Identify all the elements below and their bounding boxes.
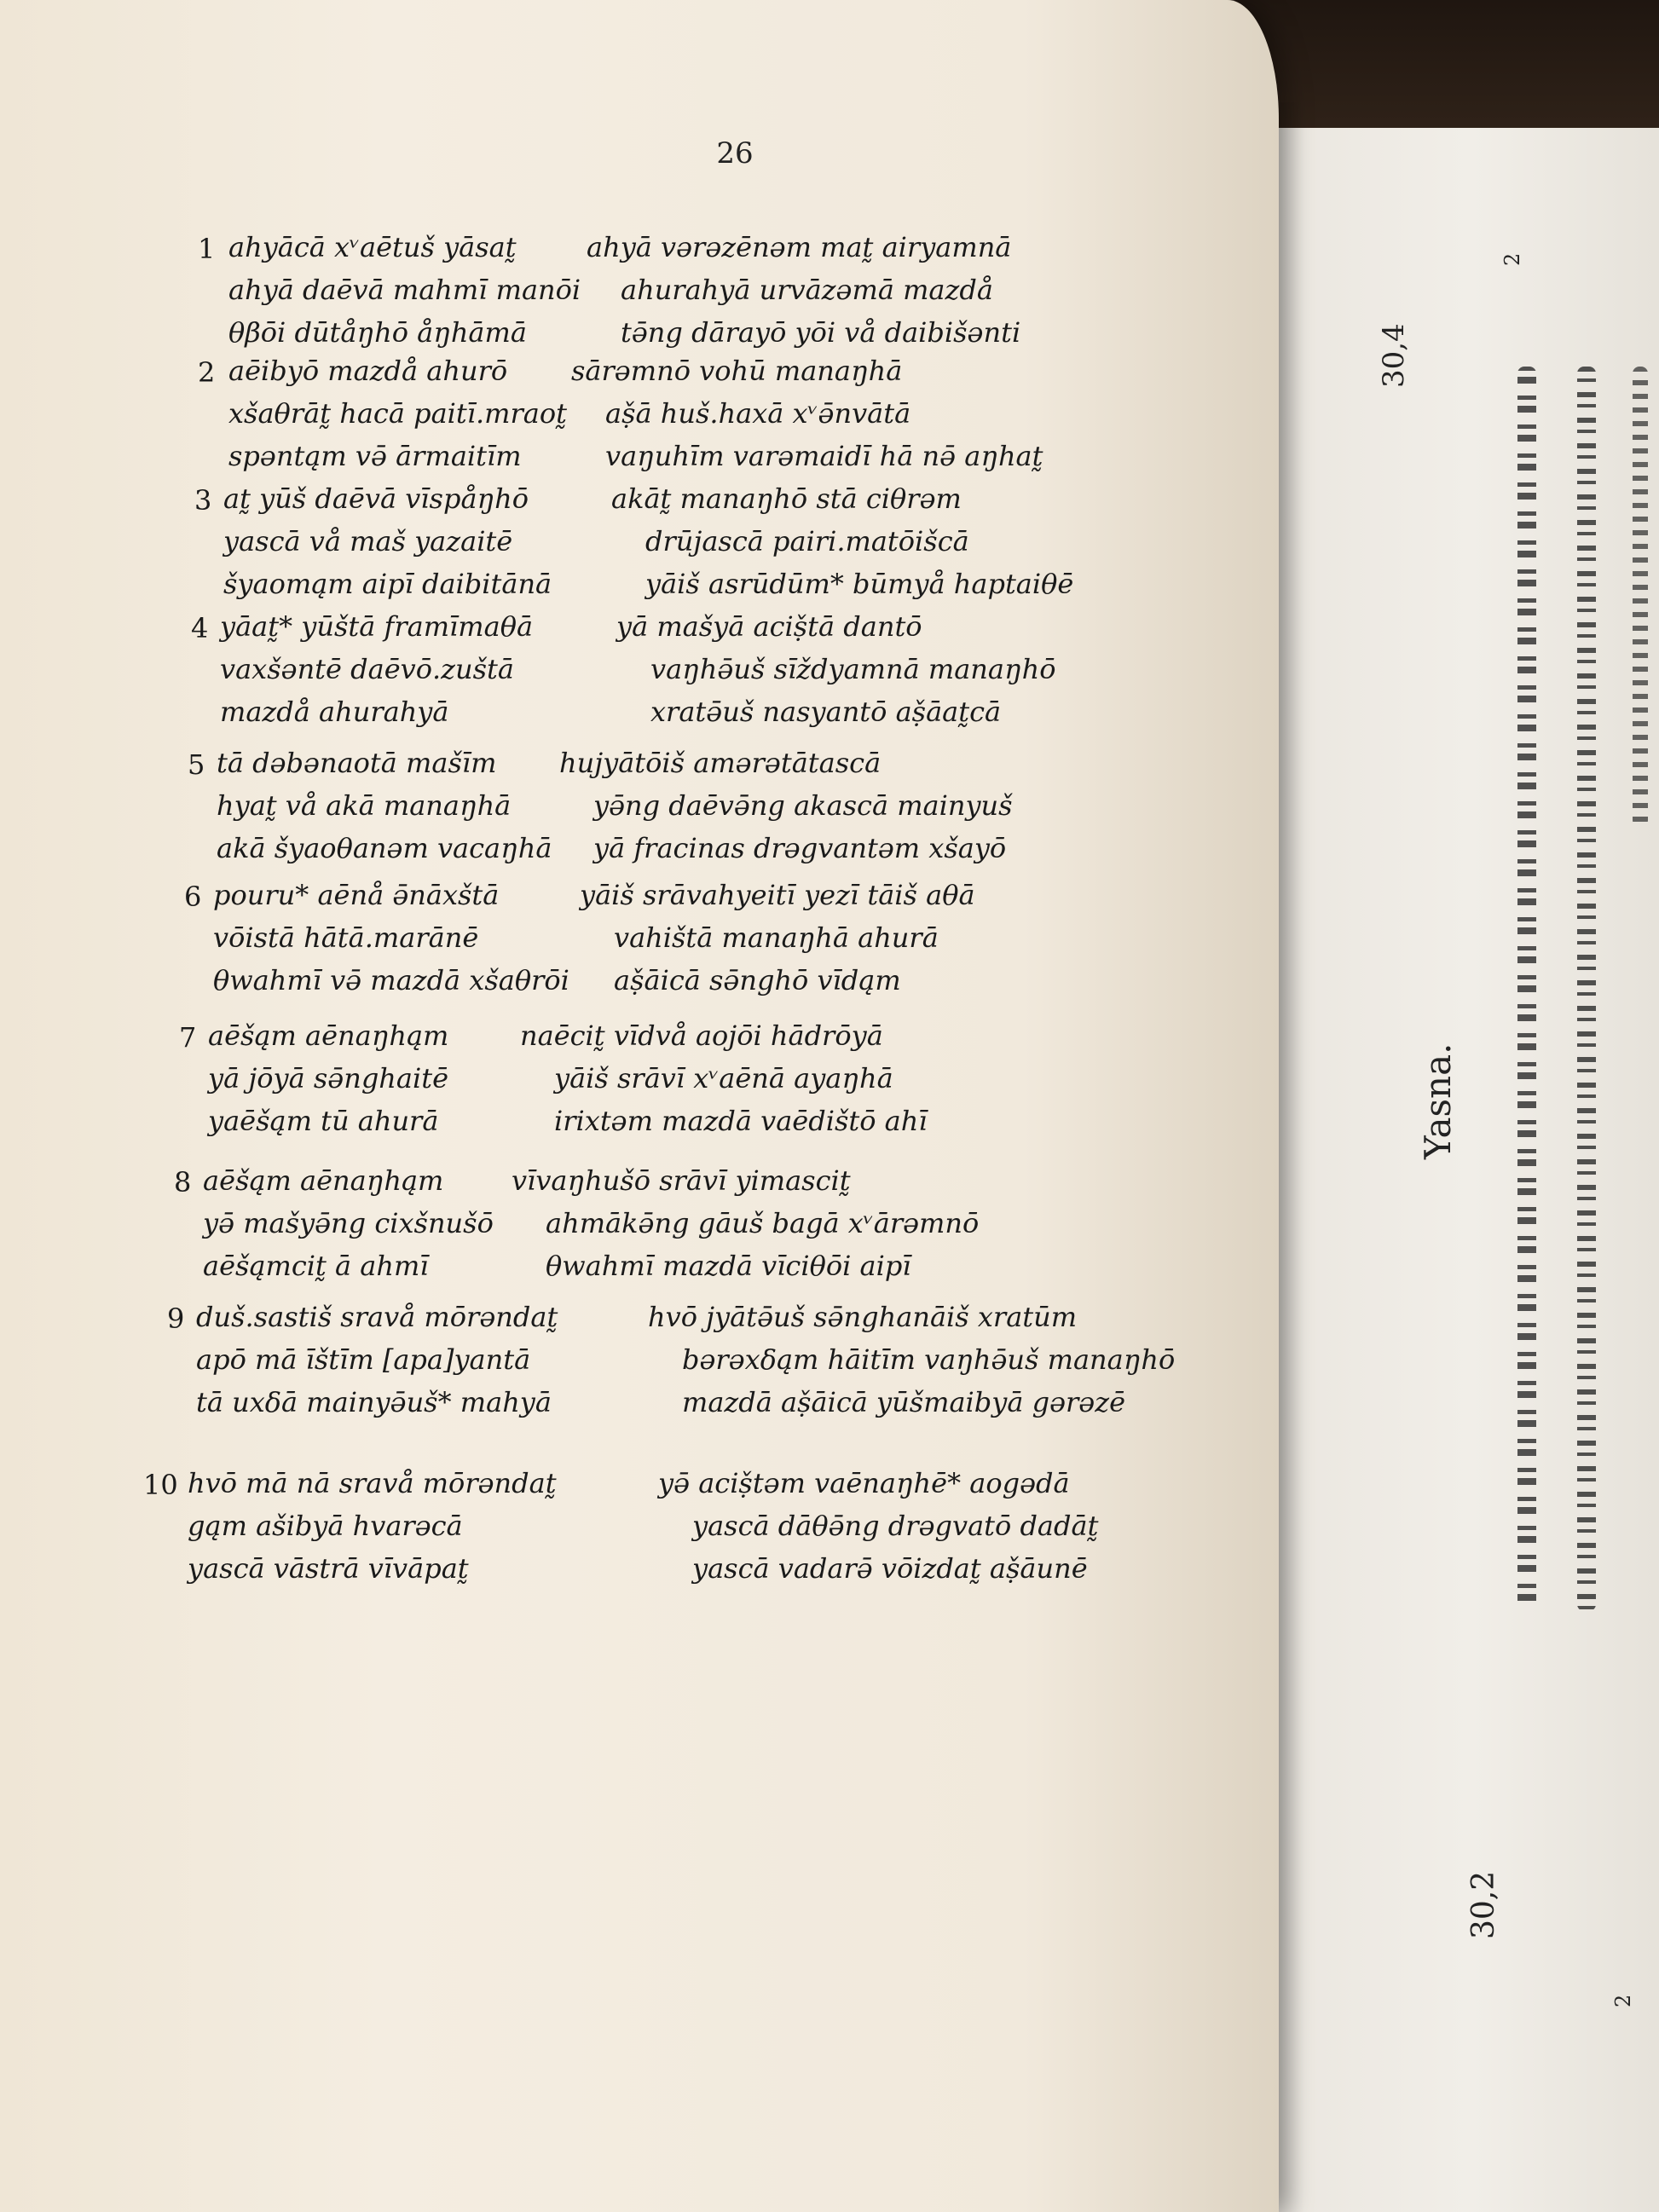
verse-line-second-half: aṣ̌ā huš.haxā xᵛə̄nvātā [605,397,911,430]
verse-line-first-half: ahyācā xᵛaētuš yāsat̰ [228,231,517,263]
verse-line [228,269,1209,311]
verse-line-first-half: yā jōyā sə̄nghaitē [208,1062,449,1094]
verse-line-second-half: hvō jyātə̄uš sə̄nghanāiš xratūm [648,1301,1078,1333]
verse-number: 1 [198,233,216,265]
verse-line-first-half: yascā vå maš yazaitē [223,525,513,557]
verse-line [228,392,1209,435]
verse-line [220,605,1200,648]
verse-number: 8 [174,1166,192,1198]
verse-number: 9 [167,1302,185,1335]
running-title: Yasna. [1417,1042,1459,1159]
verse-line-first-half: tā dəbənaotā mašīm [217,747,497,779]
verse-line [196,1381,1176,1424]
verse-line [196,1338,1176,1381]
verse-number: 10 [143,1469,178,1501]
verse-line [223,563,1204,605]
verse-line-first-half: θwahmī və̄ mazdā xšaθrōi [213,964,569,996]
verse-block [217,742,1197,869]
verse-line-second-half: akāt̰ manaŋhō stā ciθrəm [611,482,962,515]
right-page-footer-ref: 30,2 [1466,1870,1501,1939]
verse-line [203,1202,1183,1245]
right-page-header-left: 30,4 [1377,323,1411,388]
verse-line-second-half: naēcit̰ vīdvå aojōi hādrōyā [520,1019,883,1052]
verse-number: 2 [198,356,216,389]
verse-line-first-half: aēibyō mazdå ahurō [228,355,508,387]
verse-line-second-half: sārəmnō vohū manaŋhā [571,355,903,387]
verse-line-second-half: yə̄ aciṣ̌təm vaēnaŋhē* aogədā [658,1467,1070,1499]
verse-line-first-half: hvō mā nā sravå mōrəndat̰ [188,1467,557,1499]
verse-block [228,349,1209,477]
verse-line-second-half: vaŋhə̄uš sīždyamnā manaŋhō [650,653,1056,685]
verse-block [223,477,1204,605]
verse-line-second-half: ahurahyā urvāzəmā mazdå [621,274,993,306]
verse-block [203,1159,1183,1287]
verse-number: 4 [191,612,209,644]
verse-line-first-half: θβōi dūtåŋhō åŋhāmā [228,316,527,349]
verse-line-second-half: tə̄ng dārayō yōi vå daibišənti [621,316,1021,349]
verse-line-first-half: yaēšąm tū ahurā [208,1105,439,1137]
verse-line [203,1159,1183,1202]
verse-line-second-half: vīvaŋhušō srāvī yimascit̰ [512,1164,851,1197]
verse-number: 7 [179,1021,197,1054]
verse-line-second-half: xratə̄uš nasyantō aṣ̌āat̰cā [650,696,1002,728]
verse-line [188,1547,1168,1590]
verse-line-second-half: yāiš srāvī xᵛaēnā ayaŋhā [554,1062,893,1094]
verse-line [188,1505,1168,1547]
verse-line-second-half: vahištā manaŋhā ahurā [614,921,939,954]
verse-line [213,874,1194,916]
verse-line-first-half: aēšąm aēnaŋhąm [208,1019,449,1052]
verse-line-first-half: pouru* aēnå ə̄nāxštā [213,879,500,911]
verse-line [203,1245,1183,1287]
verse-line-second-half: θwahmī mazdā vīciθōi aipī [546,1250,911,1282]
verse-line-second-half: mazdā aṣ̌āicā yūšmaibyā gərəzē [682,1386,1126,1418]
verse-number: 5 [188,748,205,781]
verse-line-first-half: xšaθrāt̰ hacā paitī.mraot̰ [228,397,567,430]
verse-line-second-half: yāiš asrūdūm* būmyå haptaiθē [645,568,1074,600]
verse-line-first-half: yascā vāstrā vīvāpat̰ [188,1552,469,1585]
verse-block [188,1462,1168,1590]
verse-line-second-half: yə̄ng daēvə̄ng akascā mainyuš [593,789,1013,822]
verse-block [220,605,1200,733]
verse-line-second-half: drūjascā pairi.matōišcā [645,525,969,557]
verse-line-first-half: šyaomąm aipī daibitānā [223,568,552,600]
right-page-header-number: 2 [1500,252,1524,266]
verse-line-first-half: aēšąmcit̰ ā ahmī [203,1250,429,1282]
verse-line [217,784,1197,827]
verse-number: 3 [194,484,212,517]
verse-line-second-half: ahyā vərəzēnəm mat̰ airyamnā [587,231,1012,263]
verse-line-second-half: yascā vadarə̄ vōizdat̰ aṣ̌āunē [692,1552,1088,1585]
verse-line-first-half: tā uxδā mainyə̄uš* mahyā [196,1386,552,1418]
page-number: 26 [716,136,754,170]
verse-number: 6 [184,881,202,913]
verse-line-second-half: yāiš srāvahyeitī yezī tāiš aθā [580,879,975,911]
verse-line [220,690,1200,733]
verse-line-first-half: vaxšəntē daēvō.zuštā [220,653,514,685]
right-page-footer-number: 2 [1611,1994,1635,2007]
verse-line [208,1014,1188,1057]
verse-line-first-half: akā šyaoθanəm vacaŋhā [217,832,552,864]
verse-line [208,1100,1188,1142]
verse-line [217,742,1197,784]
verse-line [213,916,1194,959]
verse-line-second-half: aṣ̌āicā sə̄nghō vīdąm [614,964,901,996]
verse-line [196,1296,1176,1338]
verse-line-first-half: duš.sastiš sravå mōrəndat̰ [196,1301,558,1333]
verse-line [213,959,1194,1002]
verse-line-second-half: yā mašyā aciṣ̌tā dantō [616,610,922,643]
verse-line [208,1057,1188,1100]
verse-line-first-half: yə̄ mašyə̄ng cixšnušō [203,1207,494,1239]
verse-line-first-half: at̰ yūš daēvā vīspåŋhō [223,482,529,515]
verse-line [223,520,1204,563]
verse-line-first-half: aēšąm aēnaŋhąm [203,1164,444,1197]
avestan-script-line-2 [1517,367,1536,1611]
verse-line-first-half: apō mā īštīm [apa]yantā [196,1343,531,1376]
verse-line [228,435,1209,477]
verse-line [228,349,1209,392]
verse-block [213,874,1194,1002]
verse-line-second-half: yā fracinas drəgvantəm xšayō [593,832,1007,864]
verse-line [217,827,1197,869]
verse-line-second-half: irixtəm mazdā vaēdištō ahī [554,1105,928,1137]
verse-line-first-half: vōistā hātā.marānē [213,921,479,954]
verse-line [228,226,1209,269]
verse-line-second-half: hujyātōiš amərətātascā [559,747,882,779]
verse-line [223,477,1204,520]
verse-line-second-half: bərəxδąm hāitīm vaŋhə̄uš manaŋhō [682,1343,1176,1376]
verse-line-second-half: yascā dāθə̄ng drəgvatō dadāt̰ [692,1510,1099,1542]
verse-line-first-half: yāat̰* yūštā framīmaθā [220,610,534,643]
verse-block [208,1014,1188,1142]
avestan-script-line-1 [1577,367,1596,1611]
verse-block [228,226,1209,354]
verse-line-first-half: gąm ašibyā hvarəcā [188,1510,463,1542]
verse-line [188,1462,1168,1505]
verse-line-second-half: ahmākə̄ng gāuš bagā xᵛārəmnō [546,1207,980,1239]
verse-line-second-half: vaŋuhīm varəmaidī hā nə̄ aŋhat̰ [605,440,1043,472]
verse-line-first-half: hyat̰ vå akā manaŋhā [217,789,512,822]
verse-block [196,1296,1176,1424]
verse-line [220,648,1200,690]
verse-line-first-half: mazdå ahurahyā [220,696,449,728]
avestan-script-line-3 [1633,367,1648,827]
verse-line [228,311,1209,354]
verse-line-first-half: ahyā daēvā mahmī manōi [228,274,581,306]
verse-line-first-half: spəntąm və̄ ārmaitīm [228,440,522,472]
